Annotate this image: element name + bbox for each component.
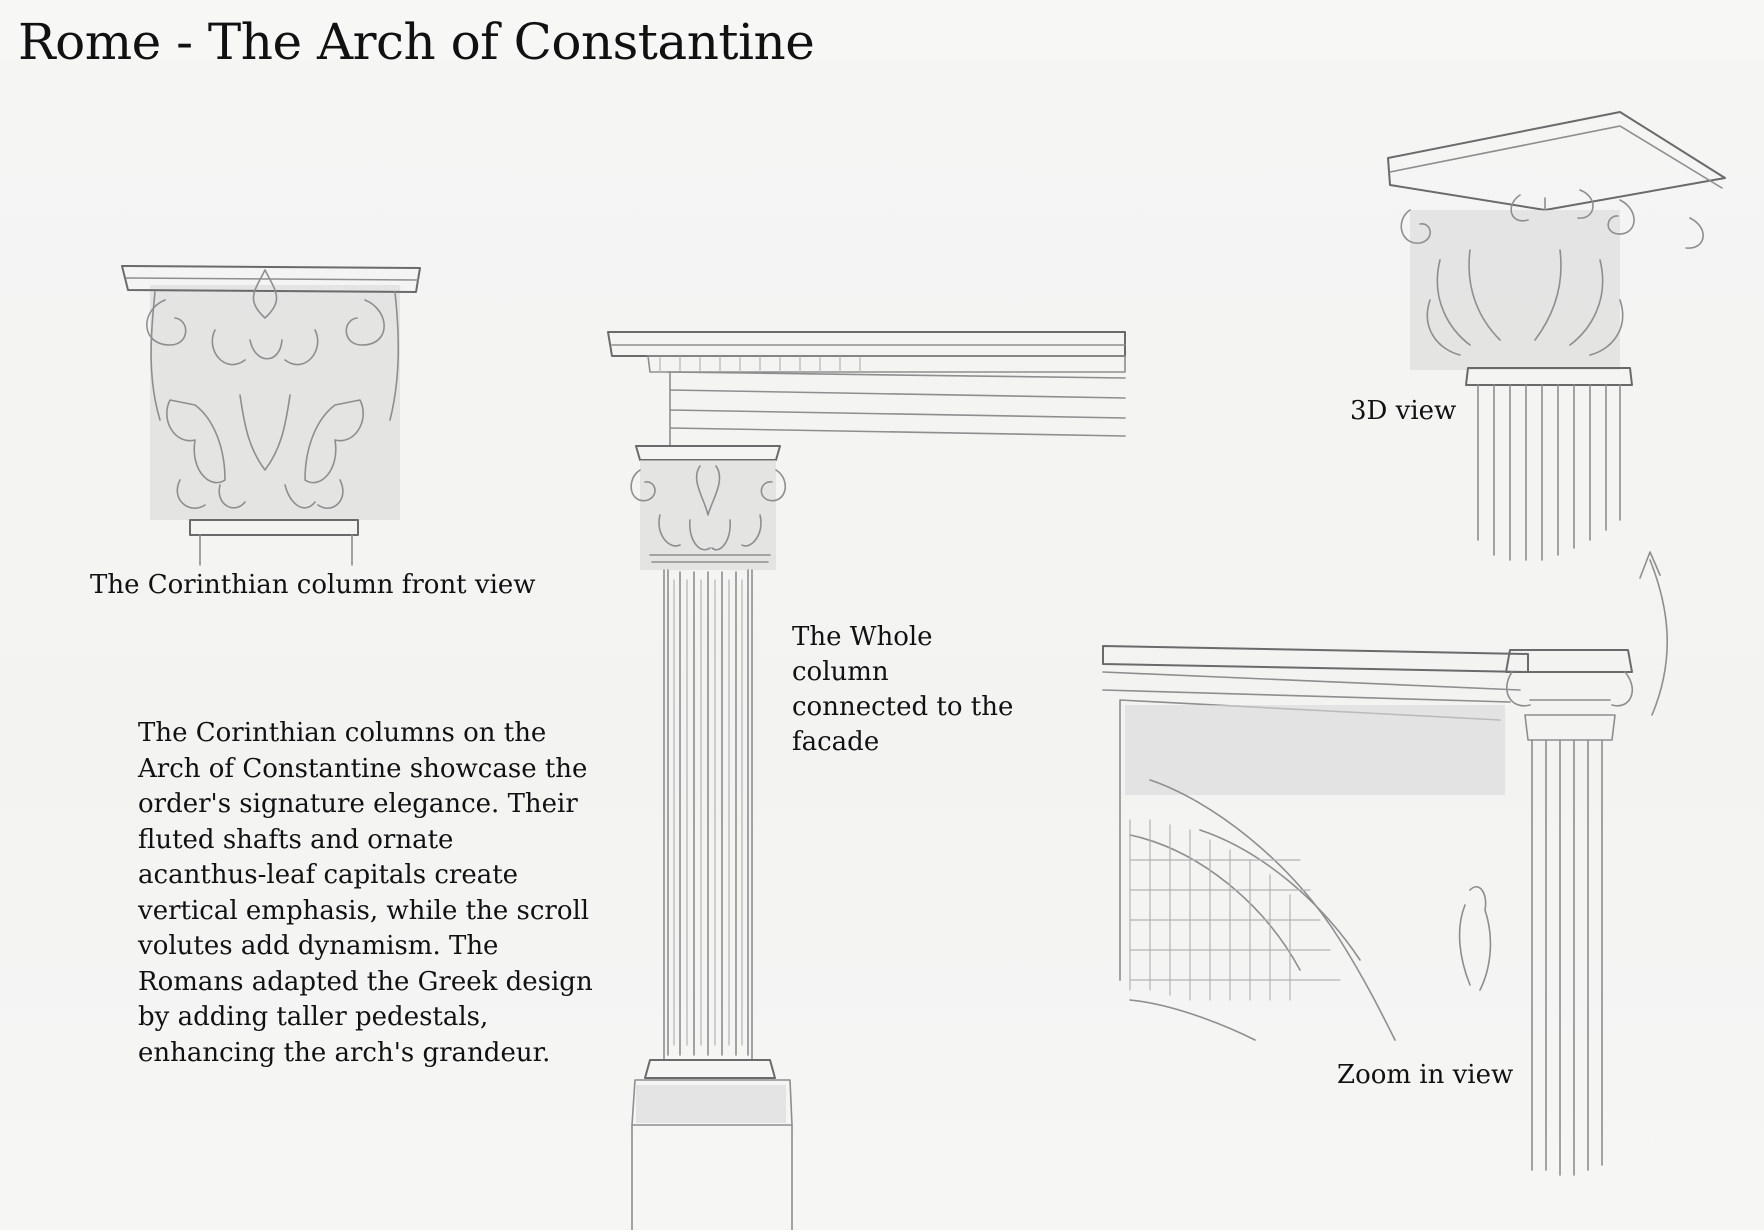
description-line: by adding taller pedestals,	[138, 1002, 489, 1032]
capital-3d-view-drawing	[1388, 112, 1725, 560]
label-zoom-view: Zoom in view	[1337, 1060, 1514, 1090]
page-title: Rome - The Arch of Constantine	[18, 13, 815, 71]
label-front-view: The Corinthian column front view	[90, 570, 536, 600]
description-line: volutes add dynamism. The	[138, 931, 499, 961]
description-line: order's signature elegance. Their	[138, 789, 578, 819]
description-line: The Corinthian columns on the	[138, 718, 547, 748]
label-3d-view: 3D view	[1350, 396, 1457, 426]
description-line: acanthus-leaf capitals create	[138, 860, 519, 890]
whole-column-drawing	[608, 332, 1125, 1230]
label-whole-column-line-3: connected to the	[792, 692, 1014, 722]
label-whole-column	[792, 620, 1013, 760]
description-paragraph	[138, 716, 593, 1071]
label-whole-column-line-4: facade	[792, 727, 880, 757]
label-whole-column-line-1: The Whole	[792, 622, 933, 652]
description-line: Romans adapted the Greek design	[138, 966, 593, 997]
capital-front-view-drawing	[122, 266, 420, 565]
description-line: Arch of Constantine showcase the	[138, 753, 588, 784]
description-line: fluted shafts and ornate	[138, 824, 454, 855]
description-line: enhancing the arch's grandeur.	[138, 1037, 551, 1068]
description-line: vertical emphasis, while the scroll	[138, 895, 590, 926]
label-whole-column-line-2: column	[792, 657, 889, 687]
